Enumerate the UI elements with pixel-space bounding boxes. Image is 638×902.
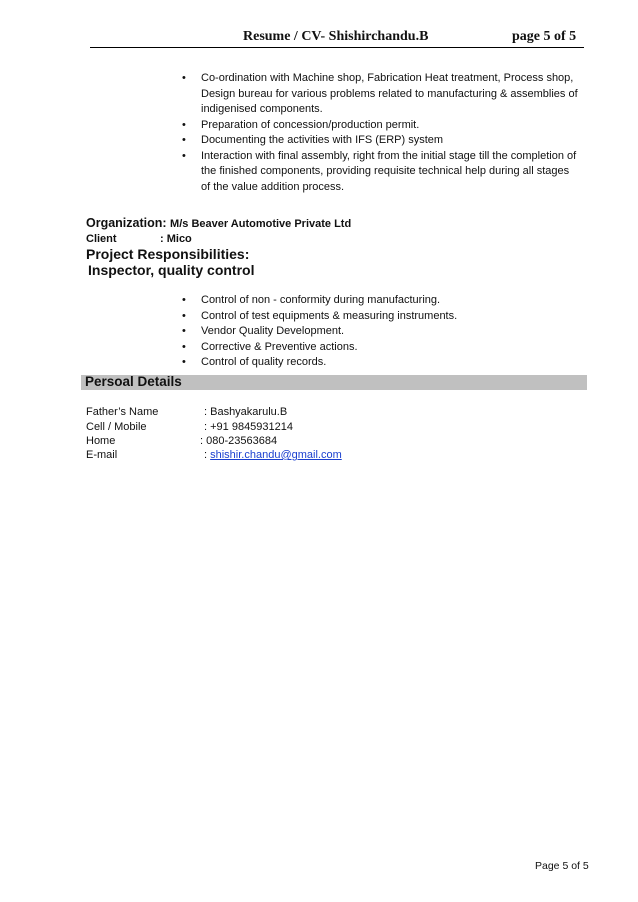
- list-item-text: Control of quality records.: [201, 356, 327, 368]
- responsibilities-list: [182, 293, 579, 371]
- email-separator: :: [204, 449, 208, 461]
- bullet-icon: •: [182, 118, 186, 131]
- email-label: E-mail: [86, 449, 118, 461]
- list-item-text: Preparation of concession/production permit.: [201, 118, 420, 131]
- list-item: [182, 71, 579, 118]
- list-item: [182, 118, 579, 134]
- bullet-icon: •: [182, 149, 186, 162]
- role-title: Inspector, quality control: [88, 262, 255, 278]
- cell-mobile-label: Cell / Mobile: [86, 421, 147, 433]
- list-item-text: Control of non - conformity during manufacturing.: [201, 294, 441, 306]
- list-item: [182, 293, 579, 309]
- list-item-text: Corrective & Preventive actions.: [201, 340, 358, 353]
- client-label: Client: [86, 233, 117, 245]
- list-item: [182, 133, 579, 149]
- header-page-number: page 5 of 5: [512, 29, 577, 44]
- list-item-text: Co-ordination with Machine shop, Fabrication Heat treatment, Process shop, Design bureau for various problems related to manufacturing & assemblies of indigenised components.: [201, 72, 578, 115]
- cell-mobile-value: : +91 9845931214: [204, 421, 294, 433]
- organization-label: Organization:: [86, 216, 167, 230]
- header-rule: [90, 47, 584, 48]
- personal-details-heading: Persoal Details: [85, 374, 182, 389]
- bullet-icon: •: [182, 72, 186, 84]
- home-phone-value: : 080-23563684: [200, 435, 278, 447]
- list-item: [182, 355, 579, 371]
- client-value: : Mico: [160, 233, 192, 245]
- organization-value: M/s Beaver Automotive Private Ltd: [170, 218, 352, 230]
- list-item: [182, 309, 579, 325]
- list-item: [182, 324, 579, 340]
- list-item-text: Control of test equipments & measuring instruments.: [201, 309, 458, 322]
- project-responsibilities-heading: Project Responsibilities:: [86, 246, 250, 262]
- list-item-text: Documenting the activities with IFS (ERP) system: [201, 134, 444, 146]
- father-name-value: : Bashyakarulu.B: [204, 406, 288, 418]
- responsibilities-list-previous: [182, 71, 579, 195]
- list-item: [182, 149, 579, 196]
- list-item-text: Interaction with final assembly, right from the initial stage till the completion of the finished components, providing requisite technical help during all stages of the value addition process.: [201, 149, 577, 193]
- header-title: Resume / CV- Shishirchandu.B: [243, 29, 429, 44]
- bullet-icon: •: [182, 309, 186, 322]
- father-name-label: Father’s Name: [86, 406, 159, 418]
- organization-line: [86, 216, 351, 230]
- email-value-group: [204, 449, 342, 461]
- bullet-icon: •: [182, 134, 186, 146]
- home-phone-label: Home: [86, 435, 116, 447]
- client-line: [86, 233, 192, 245]
- email-link[interactable]: shishir.chandu@gmail.com: [210, 449, 342, 461]
- list-item-text: Vendor Quality Development.: [201, 325, 345, 337]
- bullet-icon: •: [182, 294, 186, 306]
- bullet-icon: •: [182, 340, 186, 353]
- footer-page-number: Page 5 of 5: [535, 860, 589, 872]
- bullet-icon: •: [182, 356, 186, 368]
- list-item: [182, 340, 579, 356]
- bullet-icon: •: [182, 325, 186, 337]
